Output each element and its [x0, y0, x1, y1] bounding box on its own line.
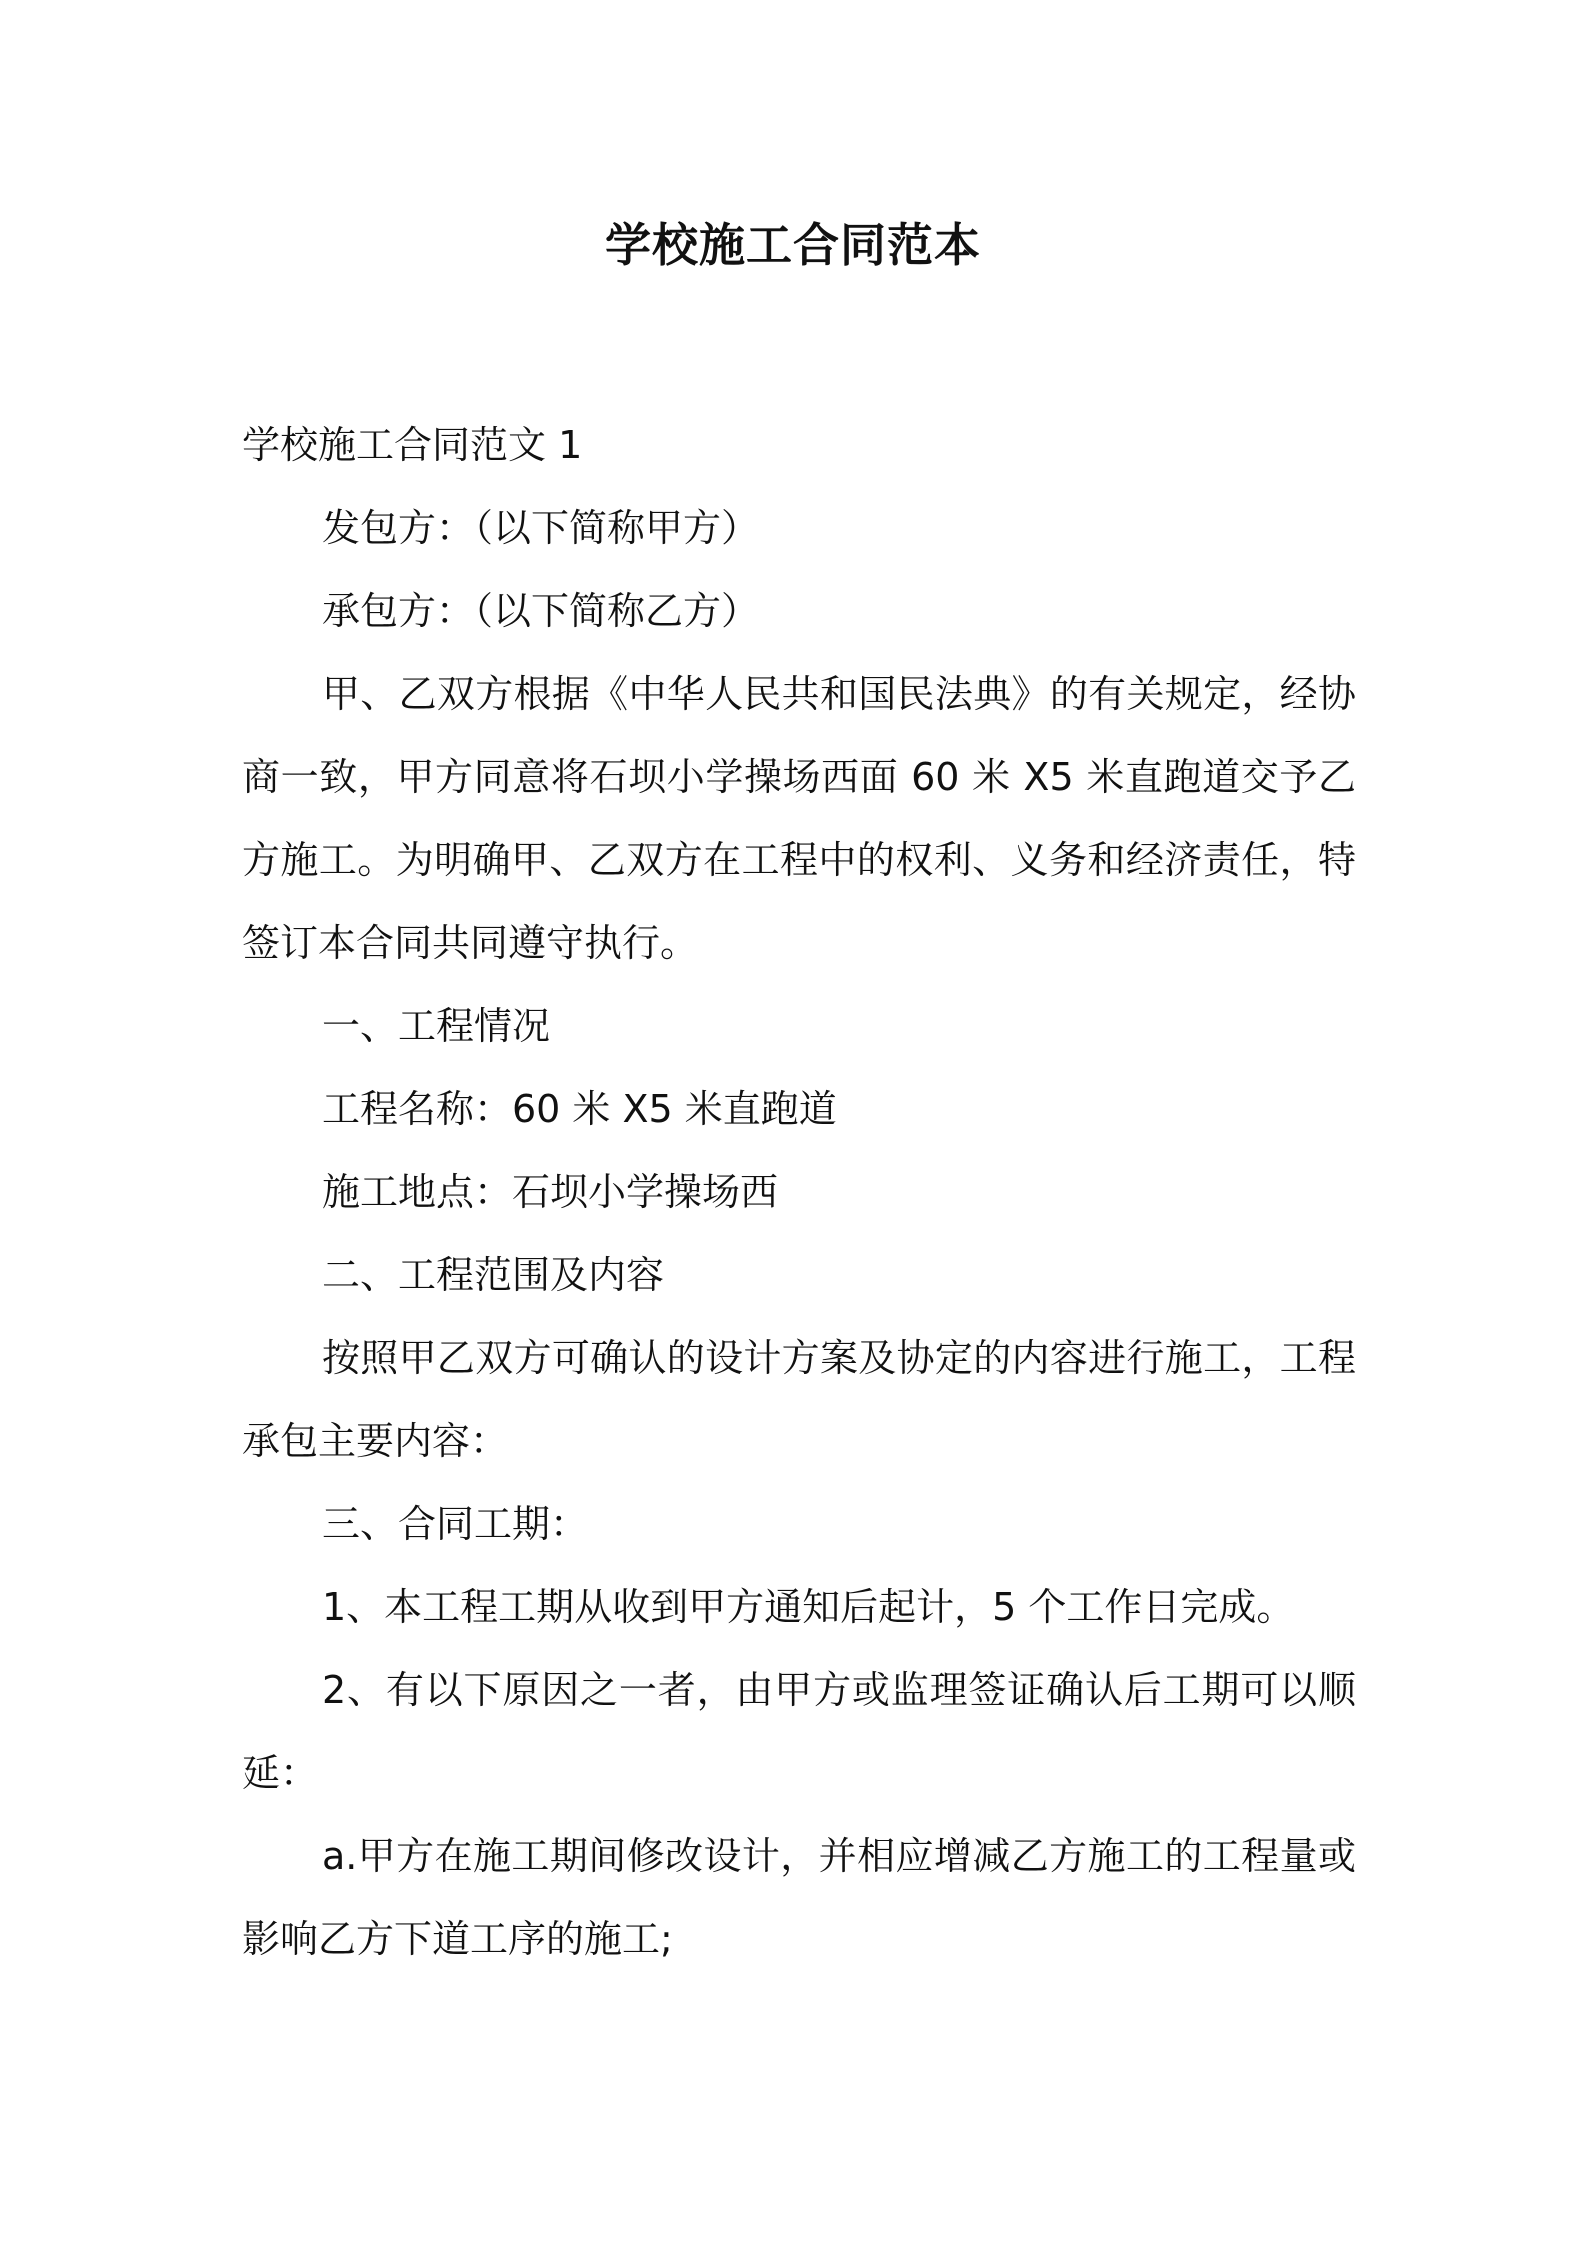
paragraph-contractor: 承包方：（以下简称乙方） — [322, 589, 760, 633]
paragraph-issuer: 发包方：（以下简称甲方） — [322, 506, 760, 550]
paragraph-site: 施工地点：石坝小学操场西 — [322, 1170, 779, 1214]
paragraph-scope: 按照甲乙双方可确认的设计方案及协定的内容进行施工，工程承包主要内容： — [242, 1336, 1356, 1463]
clause-2a: a.甲方在施工期间修改设计，并相应增减乙方施工的工程量或影响乙方下道工序的施工; — [242, 1834, 1356, 1961]
heading-project-info: 一、工程情况 — [322, 1004, 551, 1048]
section-heading: 学校施工合同范文 1 — [242, 423, 583, 467]
heading-scope: 二、工程范围及内容 — [322, 1253, 665, 1297]
paragraph-preamble: 甲、乙双方根据《中华人民共和国民法典》的有关规定，经协商一致，甲方同意将石坝小学操场西面 60 米 X5 米直跑道交予乙方施工。为明确甲、乙双方在工程中的权利、义务和经济责任，特签订本合同共同遵守执行。 — [242, 672, 1356, 965]
paragraph-project-name: 工程名称：60 米 X5 米直跑道 — [322, 1087, 837, 1131]
heading-schedule: 三、合同工期： — [322, 1502, 589, 1546]
document-title: 学校施工合同范本 — [605, 218, 981, 272]
clause-1: 1、本工程工期从收到甲方通知后起计，5 个工作日完成。 — [322, 1585, 1295, 1629]
document-body — [242, 404, 1356, 1981]
clause-2: 2、有以下原因之一者，由甲方或监理签证确认后工期可以顺延： — [242, 1668, 1356, 1795]
